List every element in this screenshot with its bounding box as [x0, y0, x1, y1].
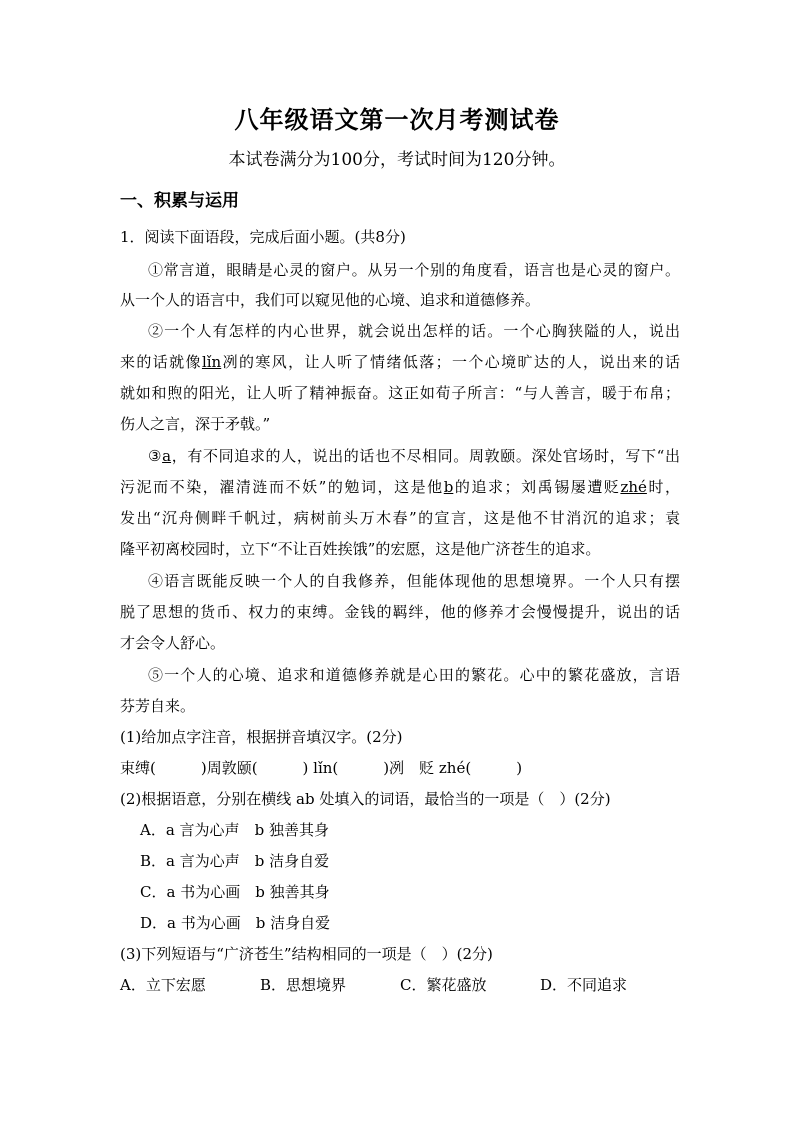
paragraph-2-line-3: 就如和煦的阳光，让人听了精神振奋。这正如荀子所言：“与人善言，暖于布帛； — [120, 384, 680, 402]
option-letter: B． — [140, 852, 167, 870]
option-letter: D． — [140, 914, 168, 932]
option-b-word: b 洁身自爱 — [254, 852, 330, 870]
paragraph-5-line-2: 芬芳自来。 — [120, 697, 196, 715]
page-title: 八年级语文第一次月考测试卷 — [234, 105, 560, 134]
option-b-word: b 独善其身 — [255, 883, 330, 901]
paragraph-3-text: ，有不同追求的人，说出的话也不尽相同。周敦颐。深处官场时，写下“出 — [171, 447, 680, 465]
paragraph-5-line-1: ⑤一个人的心境、追求和道德修养就是心田的繁花。心中的繁花盛放，言语 — [148, 666, 680, 684]
paragraph-4-line-1: ④语言既能反映一个人的自我修养，但能体现他的思想境界。一个人只有摆 — [148, 572, 680, 590]
paragraph-3-line-4: 隆平初离校园时，立下“不让百姓挨饿”的宏愿，这是他广济苍生的追求。 — [120, 540, 601, 558]
sub-question-1-prompt: (1)给加点字注音，根据拼音填汉字。(2分) — [120, 728, 403, 746]
paragraph-2-text: 冽的寒风，让人听了情绪低落；一个心境旷达的人，说出来的话 — [221, 353, 680, 371]
paragraph-2-line-4: 伤人之言，深于矛戟。” — [120, 415, 271, 433]
blank-b: b — [443, 478, 454, 496]
paragraph-4-line-2: 脱了思想的货币、权力的束缚。金钱的羁绊，他的修养才会慢慢提升，说出的话 — [120, 603, 680, 621]
sub-question-3-options — [120, 970, 680, 1000]
pinyin-lin: lǐn — [201, 353, 222, 371]
option-c — [140, 877, 700, 907]
paragraph-3-text: 时， — [646, 478, 680, 496]
option-a — [140, 815, 700, 845]
option-b: B．思想境界 — [260, 976, 347, 994]
paragraph-3-text: ③ — [148, 447, 163, 465]
paragraph-1-line-1: ①常言道，眼睛是心灵的窗户。从另一个别的角度看，语言也是心灵的窗户。 — [148, 261, 680, 279]
page-subtitle: 本试卷满分为100分，考试时间为120分钟。 — [228, 150, 566, 170]
paragraph-3-text: 的追求；刘禹锡屡遭贬 — [453, 478, 621, 496]
option-a: A．立下宏愿 — [120, 976, 206, 994]
option-b-word: b 独善其身 — [254, 821, 329, 839]
option-a-word: a 书为心画 — [167, 914, 241, 932]
paragraph-2-line-1: ②一个人有怎样的内心世界，就会说出怎样的话。一个心胸狭隘的人，说出 — [148, 322, 680, 340]
option-c: C．繁花盛放 — [400, 976, 487, 994]
option-a-word: a 言为心声 — [165, 821, 240, 839]
option-d — [140, 908, 700, 938]
paragraph-4-line-3: 才会令人舒心。 — [120, 634, 226, 652]
paragraph-3-line-1 — [148, 441, 680, 471]
sub-question-1-answer-line: 束缚( )周敦颐( ) lǐn( )冽 贬 zhé( ) — [120, 759, 523, 777]
option-a-word: a 书为心画 — [166, 883, 241, 901]
option-b-word: b 洁身自爱 — [255, 914, 331, 932]
question-1-prompt: 1．阅读下面语段，完成后面小题。(共8分) — [120, 228, 406, 246]
option-b — [140, 846, 700, 876]
paragraph-3-line-3: 发出“沉舟侧畔千帆过，病树前头万木春”的宣言，这是他不甘消沉的追求；袁 — [120, 509, 680, 527]
paragraph-3-text: 污泥而不染，濯清涟而不妖”的勉词，这是他 — [120, 478, 444, 496]
blank-a: a — [162, 447, 172, 465]
paragraph-3-line-2 — [120, 472, 680, 502]
option-letter: A． — [140, 821, 166, 839]
paragraph-2-text: 来的话就像 — [120, 353, 202, 371]
option-a-word: a 言为心声 — [166, 852, 240, 870]
sub-question-2-prompt: (2)根据语意，分别在横线 ab 处填入的词语，最恰当的一项是（ ）(2分) — [120, 790, 611, 808]
pinyin-zhe: zhé — [620, 478, 647, 496]
option-d: D．不同追求 — [540, 976, 628, 994]
option-letter: C． — [140, 883, 167, 901]
paragraph-2-line-2 — [120, 347, 680, 377]
section-heading: 一、积累与运用 — [120, 191, 239, 211]
sub-question-3-prompt: (3)下列短语与“广济苍生”结构相同的一项是（ ）(2分) — [120, 945, 493, 963]
paragraph-1-line-2: 从一个人的语言中，我们可以窥见他的心境、追求和道德修养。 — [120, 291, 541, 309]
